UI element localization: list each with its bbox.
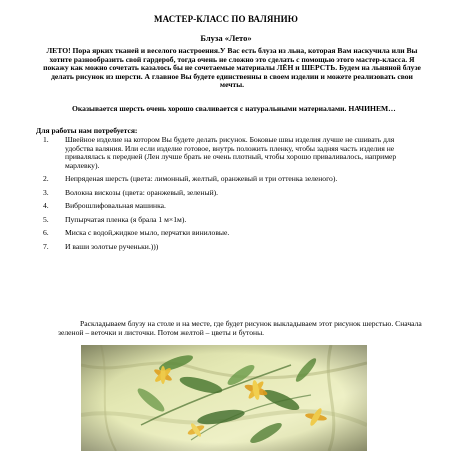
- list-item-number: 6.: [43, 228, 49, 237]
- list-item-text: Непряденая шерсть (цвета: лимонный, желтый, оранжевый и три оттенка зеленого).: [65, 174, 338, 183]
- list-item-text: И ваши золотые рученьки.))): [65, 241, 159, 251]
- list-item-number: 2.: [43, 174, 49, 183]
- blouse-photo-image: [81, 345, 367, 451]
- list-item-number: 4.: [43, 201, 49, 210]
- intro-paragraph: ЛЕТО! Пора ярких тканей и веселого настроения.У Вас есть блуза из льна, которая Вам наскучила или Вы хотите разнообразить свой гардероб, тогда очень не сложно это сделать с помощью этого мастер-класса. Я покажу как можно сочетать казалось бы не сочетаемые материалы ЛЁН и ШЕРСТЬ. Будем на льняной блузе делать рисунок из шерсти. А главное Вы будете единственны в своем изделии и можете реализовать свои мечты.: [43, 46, 421, 90]
- list-item-text: Пупырчатая пленка (я брала 1 м×1м).: [65, 214, 187, 224]
- list-item-number: 5.: [43, 214, 49, 224]
- materials-heading: Для работы нам потребуется:: [36, 126, 138, 135]
- closing-paragraph: Раскладываем блузу на столе и на месте, где будет рисунок выкладываем этот рисунок шерстью. Сначала зеленой – веточки и листочки. Потом желтой – цветы и бутоны.: [58, 319, 422, 337]
- list-item-number: 1.: [43, 135, 49, 144]
- document-title: МАСТЕР-КЛАСС ПО ВАЛЯНИЮ: [154, 14, 298, 24]
- list-item: [43, 175, 423, 184]
- list-item-text: Швейное изделие на котором Вы будете делать рисунок. Боковые швы изделия лучше не сшивать для удобства валяния. Или если изделие готовое, внутрь положить пленку, чтобы задняя часть изделия не привалялась к передней (Лен лучше брать не очень плотный, чтобы хорошо приваливалось, например марлевку).: [65, 135, 397, 170]
- list-item-text: Миска с водой,жидкое мыло, перчатки виниловые.: [65, 228, 230, 237]
- list-item-text: Виброшлифовальная машинка.: [65, 201, 166, 210]
- list-item: [43, 229, 423, 238]
- list-item: [43, 243, 423, 252]
- list-item-number: 7.: [43, 241, 49, 251]
- list-item: [43, 216, 423, 225]
- list-item: [43, 202, 423, 211]
- list-item: [43, 189, 423, 198]
- list-item-number: 3.: [43, 187, 49, 197]
- blouse-photo: [81, 345, 367, 451]
- materials-list: [43, 136, 423, 256]
- note-paragraph: Оказывается шерсть очень хорошо сваливается с натуральными материалами. НАЧИНЕМ…: [72, 104, 396, 113]
- list-item: [43, 136, 423, 170]
- list-item-text: Волокна вискозы (цвета: оранжевый, зеленый).: [65, 187, 219, 197]
- document-subtitle: Блуза «Лето»: [200, 33, 252, 43]
